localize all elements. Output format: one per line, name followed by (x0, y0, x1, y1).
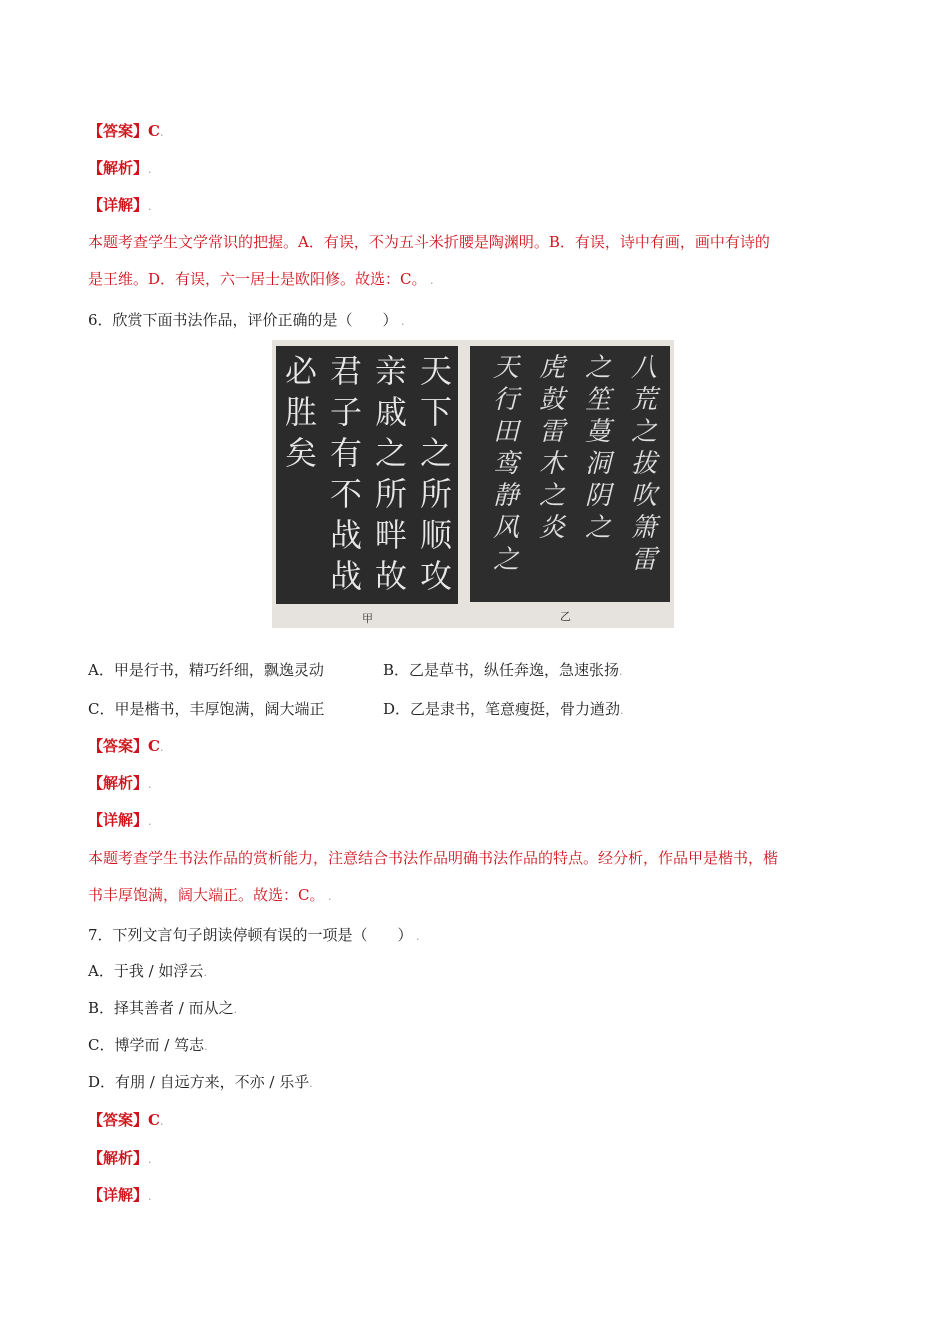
calligraphy-char: 天 (419, 352, 453, 390)
analysis-label: 【解析】 (88, 159, 149, 177)
calligraphy-char: 畔 (374, 516, 408, 554)
label-yi: 乙 (560, 610, 571, 623)
q5-answer: 【答案】C. (88, 122, 164, 140)
calligraphy-char: 必 (284, 352, 318, 390)
calligraphy-char: 拔 (630, 449, 658, 479)
calligraphy-char: 不 (329, 475, 363, 513)
calligraphy-image (272, 340, 674, 628)
calligraphy-char: 故 (374, 557, 408, 595)
calligraphy-char: 风 (492, 513, 520, 543)
q6-stem: 6．欣赏下面书法作品，评价正确的是（ ） . (88, 311, 405, 329)
q6-detail-text (88, 840, 868, 915)
label-jia: 甲 (362, 612, 373, 625)
calligraphy-char: 静 (492, 481, 520, 511)
calligraphy-char: 之 (538, 481, 566, 511)
answer-value: C (148, 122, 160, 140)
calligraphy-char: 荒 (630, 385, 658, 415)
calligraphy-char: 之 (419, 434, 453, 472)
calligraphy-char: 之 (584, 353, 612, 383)
q6-option-b: B．乙是草书，纵任奔逸，急速张扬. (383, 661, 623, 679)
calligraphy-char: 雷 (538, 417, 566, 447)
calligraphy-char: 下 (419, 393, 453, 431)
calligraphy-char: 所 (419, 475, 453, 513)
calligraphy-char: 有 (329, 434, 363, 472)
q6-option-a: A．甲是行书，精巧纤细，飘逸灵动 (88, 661, 324, 679)
calligraphy-char: 笙 (584, 385, 612, 415)
calligraphy-char: 矣 (284, 434, 318, 472)
calligraphy-char: 八 (630, 353, 658, 383)
q7-option-b: B．择其善者 / 而从之. (88, 999, 238, 1017)
calligraphy-char: 木 (538, 449, 566, 479)
q5-detail-line1: 本题考查学生文学常识的把握。A．有误，不为五斗米折腰是陶渊明。B．有误，诗中有画，画中有诗的 (88, 233, 770, 251)
q6-option-d: D．乙是隶书，笔意瘦挺，骨力遒劲. (383, 700, 624, 718)
calligraphy-char: 所 (374, 475, 408, 513)
calligraphy-char: 田 (492, 417, 520, 447)
calligraphy-figure (272, 340, 674, 628)
q6-analysis: 【解析】. (88, 774, 152, 792)
calligraphy-char: 阴 (584, 481, 612, 511)
calligraphy-char: 顺 (419, 516, 453, 554)
calligraphy-char: 胜 (284, 393, 318, 431)
q6-answer: 【答案】C. (88, 737, 164, 755)
answer-label: 【答案】 (88, 122, 149, 140)
q7-option-c: C．博学而 / 笃志. (88, 1036, 208, 1054)
calligraphy-char: 行 (492, 385, 520, 415)
calligraphy-char: 之 (584, 513, 612, 543)
calligraphy-char: 之 (492, 545, 520, 575)
calligraphy-char: 战 (329, 516, 363, 554)
calligraphy-char: 子 (329, 393, 363, 431)
q5-analysis: 【解析】. (88, 159, 152, 177)
calligraphy-char: 攻 (419, 557, 453, 595)
calligraphy-char: 洞 (584, 449, 612, 479)
calligraphy-char: 鼓 (538, 385, 566, 415)
detail-label: 【详解】 (88, 196, 149, 214)
calligraphy-char: 吹 (630, 481, 658, 511)
calligraphy-char: 之 (630, 417, 658, 447)
calligraphy-char: 戚 (374, 393, 408, 431)
calligraphy-char: 之 (374, 434, 408, 472)
q6-option-c: C．甲是楷书，丰厚饱满，阔大端正 (88, 700, 325, 718)
calligraphy-char: 箫 (630, 513, 658, 543)
q5-detail-line2: 是王维。D．有误，六一居士是欧阳修。故选：C。 . (88, 270, 434, 288)
q7-option-d: D．有朋 / 自远方来，不亦 / 乐乎. (88, 1073, 313, 1091)
q6-detail-line2: 书丰厚饱满，阔大端正。故选：C。 . (88, 886, 332, 904)
q7-answer: 【答案】C. (88, 1111, 164, 1129)
q5-detail-label: 【详解】. (88, 196, 152, 214)
calligraphy-char: 雷 (630, 545, 658, 575)
q7-stem: 7．下列文言句子朗读停顿有误的一项是（ ） . (88, 926, 420, 944)
q5-detail-text (88, 224, 868, 299)
q6-detail-label: 【详解】. (88, 811, 152, 829)
calligraphy-char: 虎 (538, 353, 566, 383)
calligraphy-char: 君 (329, 352, 363, 390)
calligraphy-char: 蔓 (584, 417, 612, 447)
calligraphy-char: 战 (329, 557, 363, 595)
q6-detail-line1: 本题考查学生书法作品的赏析能力，注意结合书法作品明确书法作品的特点。经分析，作品甲是楷书，楷 (88, 849, 779, 867)
q7-analysis: 【解析】. (88, 1149, 152, 1167)
calligraphy-char: 天 (492, 353, 520, 383)
calligraphy-char: 炎 (538, 513, 566, 543)
calligraphy-char: 鸾 (492, 449, 520, 479)
q7-option-a: A．于我 / 如浮云. (88, 962, 207, 980)
q7-detail-label: 【详解】. (88, 1186, 152, 1204)
calligraphy-char: 亲 (374, 352, 408, 390)
